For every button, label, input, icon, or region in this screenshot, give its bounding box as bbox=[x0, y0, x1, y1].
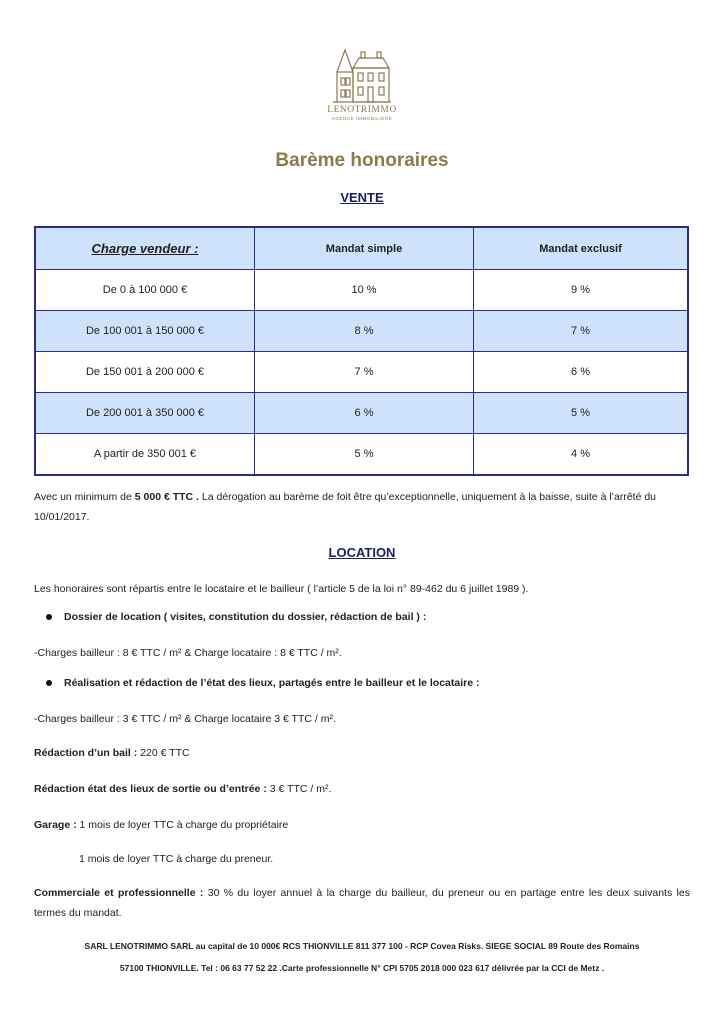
redaction-bail bbox=[34, 743, 690, 763]
bullet-text: Dossier de location ( visites, constitution du dossier, rédaction de bail ) : bbox=[64, 611, 427, 623]
table-row bbox=[35, 434, 688, 476]
logo-name: LENOTRIMMO bbox=[327, 105, 397, 115]
manor-house-icon bbox=[331, 44, 393, 104]
cell-simple: 5 % bbox=[255, 434, 474, 476]
note-prefix: Avec un minimum de bbox=[34, 491, 135, 503]
bail-value: 220 € TTC bbox=[137, 747, 190, 759]
bullet-dot-icon bbox=[46, 680, 52, 686]
cell-exclusif: 4 % bbox=[474, 434, 689, 476]
cell-range: A partir de 350 001 € bbox=[35, 434, 255, 476]
location-heading: LOCATION bbox=[328, 545, 396, 560]
commercial-value: 30 % du loyer annuel à la charge du bailleur, du preneur ou en partage entre les deux suivants les termes du mandat. bbox=[34, 887, 690, 919]
footer-line-2: 57100 THIONVILLE. Tel : 06 63 77 52 22 .Carte professionnelle N° CPI 5705 2018 000 023 617 délivrée par la CCI de Metz . bbox=[119, 963, 605, 973]
bail-label: Rédaction d’un bail : bbox=[34, 747, 138, 759]
cell-exclusif: 5 % bbox=[474, 393, 689, 434]
cell-exclusif: 9 % bbox=[474, 270, 689, 311]
header-charge-vendeur: Charge vendeur : bbox=[35, 227, 255, 270]
table-row bbox=[35, 352, 688, 393]
etat-value: 3 € TTC / m². bbox=[266, 783, 332, 795]
cell-exclusif: 6 % bbox=[474, 352, 689, 393]
garage-line-2: 1 mois de loyer TTC à charge du preneur. bbox=[79, 853, 274, 865]
vente-heading: VENTE bbox=[340, 190, 384, 205]
header-mandat-simple: Mandat simple bbox=[255, 227, 474, 270]
location-intro: Les honoraires sont répartis entre le locataire et le bailleur ( l’article 5 de la loi n° 89-462 du 6 juillet 1989 ). bbox=[34, 583, 529, 595]
table-row bbox=[35, 393, 688, 434]
garage-value: 1 mois de loyer TTC à charge du propriétaire bbox=[76, 819, 289, 831]
cell-range: De 100 001 à 150 000 € bbox=[35, 311, 255, 352]
page-title: Barème honoraires bbox=[275, 150, 449, 171]
table-header-row bbox=[35, 227, 688, 270]
vente-fee-table bbox=[34, 226, 689, 476]
bullet-text: Réalisation et rédaction de l’état des lieux, partagés entre le bailleur et le locataire : bbox=[64, 677, 480, 689]
cell-simple: 6 % bbox=[255, 393, 474, 434]
table-row bbox=[35, 311, 688, 352]
bullet-dossier-location bbox=[46, 611, 426, 623]
cell-simple: 8 % bbox=[255, 311, 474, 352]
note-minimum-amount: 5 000 € TTC . bbox=[134, 491, 199, 503]
bullet-etat-des-lieux bbox=[46, 677, 479, 689]
cell-range: De 0 à 100 000 € bbox=[35, 270, 255, 311]
charges-etat-des-lieux: -Charges bailleur : 3 € TTC / m² & Charge locataire 3 € TTC / m². bbox=[34, 713, 336, 725]
garage-line-1 bbox=[34, 815, 690, 835]
logo-tagline: AGENCE IMMOBILIÈRE bbox=[331, 116, 393, 121]
header-mandat-exclusif: Mandat exclusif bbox=[474, 227, 689, 270]
charges-dossier: -Charges bailleur : 8 € TTC / m² & Charge locataire : 8 € TTC / m². bbox=[34, 647, 342, 659]
commerciale-professionnelle bbox=[34, 883, 690, 923]
vente-minimum-note bbox=[34, 487, 690, 527]
company-logo bbox=[322, 44, 402, 128]
cell-simple: 7 % bbox=[255, 352, 474, 393]
bullet-dot-icon bbox=[46, 614, 52, 620]
cell-range: De 150 001 à 200 000 € bbox=[35, 352, 255, 393]
etat-label: Rédaction état des lieux de sortie ou d’entrée : bbox=[34, 783, 267, 795]
garage-label: Garage : bbox=[34, 819, 77, 831]
cell-range: De 200 001 à 350 000 € bbox=[35, 393, 255, 434]
table-row bbox=[35, 270, 688, 311]
footer-line-1: SARL LENOTRIMMO SARL au capital de 10 000€ RCS THIONVILLE 811 377 100 - RCP Covea Risks. SIEGE SOCIAL 89 Route des Romains bbox=[84, 941, 640, 951]
redaction-etat-des-lieux bbox=[34, 779, 690, 799]
note-rest: La dérogation au barème de foit être qu’exceptionnelle, uniquement à la baisse, suite à l’arrêté du 10/01/2017. bbox=[34, 491, 657, 523]
commercial-label: Commerciale et professionnelle : bbox=[34, 887, 204, 899]
cell-simple: 10 % bbox=[255, 270, 474, 311]
cell-exclusif: 7 % bbox=[474, 311, 689, 352]
